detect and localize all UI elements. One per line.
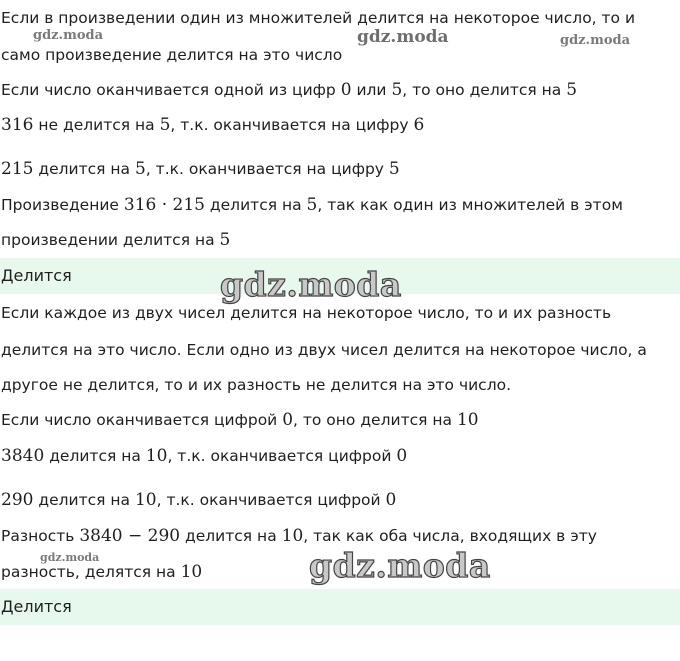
number: 10 <box>145 446 168 466</box>
number: 0 <box>396 446 408 466</box>
rule-line: Если в произведении один из множителей делится на некоторое число, то и <box>1 9 636 27</box>
divisibility-rule-10 <box>1 410 680 430</box>
difference-conclusion <box>1 526 680 546</box>
number: 10 <box>456 410 479 430</box>
number: 215 <box>1 159 34 179</box>
number: 0 <box>282 410 294 430</box>
number: 5 <box>566 80 578 100</box>
text: не делится на <box>33 116 160 134</box>
watermark: gdz.moda <box>560 33 631 48</box>
number: 10 <box>180 562 203 582</box>
watermark: gdz.moda <box>40 551 100 564</box>
number: 5 <box>388 159 400 179</box>
text: Произведение <box>1 196 124 214</box>
number: 5 <box>134 159 146 179</box>
product-conclusion <box>1 195 680 215</box>
text: , т.к. оканчивается на цифру <box>145 160 389 178</box>
watermark: gdz.moda <box>33 28 104 43</box>
expression: 316 · 215 <box>123 195 205 215</box>
text: , так как оба числа, входящих в эту <box>303 527 597 545</box>
line-215 <box>1 159 680 179</box>
text: произведении делится на <box>1 231 220 249</box>
text: , так как один из множителей в этом <box>317 196 623 214</box>
rule-line: делится на это число. Если одно из двух чисел делится на некоторое число, а <box>1 341 647 359</box>
number: 3840 <box>1 446 45 466</box>
text: делится на <box>33 491 135 509</box>
text: делится на <box>205 196 307 214</box>
watermark: gdz.moda <box>220 265 402 304</box>
number: 290 <box>1 490 34 510</box>
watermark: gdz.moda <box>309 546 491 585</box>
rule-line: Если каждое из двух чисел делится на некоторое число, то и их разность <box>1 304 612 322</box>
number: 10 <box>281 526 304 546</box>
text: , то оно делится на <box>293 411 457 429</box>
number: 5 <box>306 195 318 215</box>
text: , то оно делится на <box>402 81 567 99</box>
number: 10 <box>134 490 157 510</box>
number: 0 <box>340 80 352 100</box>
line-3840 <box>1 446 680 466</box>
number: 0 <box>385 490 397 510</box>
answer-text: Делится <box>1 266 72 285</box>
number: 316 <box>1 115 34 135</box>
product-conclusion-cont <box>1 230 680 250</box>
text: или <box>351 81 392 99</box>
expression: 3840 − 290 <box>79 526 181 546</box>
number: 5 <box>391 80 403 100</box>
number: 5 <box>159 115 171 135</box>
text: Разность <box>1 527 80 545</box>
answer-text: Делится <box>1 597 72 616</box>
text: , т.к. оканчивается цифрой <box>167 447 397 465</box>
text: Если число оканчивается одной из цифр <box>1 81 341 99</box>
rule-line: само произведение делится на это число <box>1 46 343 64</box>
line-316 <box>1 115 680 135</box>
rule-line: другое не делится, то и их разность не делится на это число. <box>1 376 512 394</box>
text: делится на <box>180 527 282 545</box>
line-290 <box>1 490 680 510</box>
text: делится на <box>33 160 135 178</box>
number: 5 <box>219 230 231 250</box>
text: , т.к. оканчивается на цифру <box>170 116 414 134</box>
watermark: gdz.moda <box>357 27 449 47</box>
text: Если число оканчивается цифрой <box>1 411 283 429</box>
answer-box <box>0 589 680 625</box>
divisibility-rule-5 <box>1 80 680 100</box>
text: , т.к. оканчивается цифрой <box>156 491 386 509</box>
text: делится на <box>44 447 146 465</box>
text: разность, делятся на <box>1 563 181 581</box>
number: 6 <box>413 115 425 135</box>
